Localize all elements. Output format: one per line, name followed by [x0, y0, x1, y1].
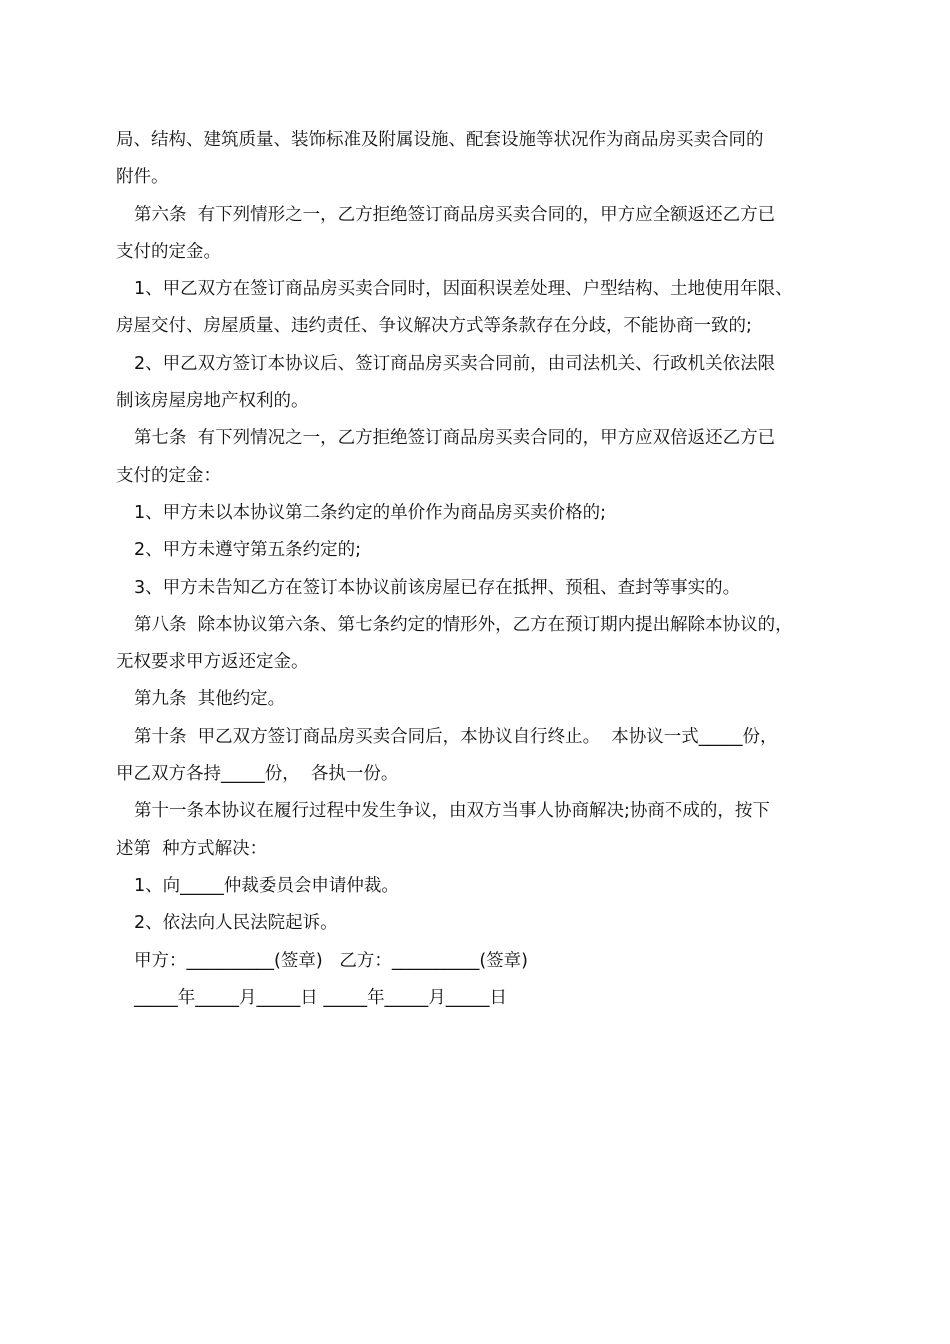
article-7-heading: 第七条 有下列情况之一，乙方拒绝签订商品房买卖合同的，甲方应双倍返还乙方已: [134, 428, 776, 449]
text-line: 房屋交付、房屋质量、违约责任、争议解决方式等条款存在分歧，不能协商一致的;: [116, 316, 752, 337]
article-7-item-1: 1、甲方未以本协议第二条约定的单价作为商品房买卖价格的;: [134, 502, 607, 523]
article-11-heading: 第十一条本协议在履行过程中发生争议，由双方当事人协商解决;协商不成的，按下: [134, 801, 770, 822]
text-line: 支付的定金：: [116, 465, 221, 486]
text-line: 支付的定金。: [116, 241, 221, 262]
date-line: _____年_____月_____日 _____年_____月_____日: [134, 987, 508, 1008]
article-10-heading: 第十条 甲乙双方签订商品房买卖合同后，本协议自行终止。 本协议一式_____份，: [134, 726, 778, 747]
article-8-heading: 第八条 除本协议第六条、第七条约定的情形外，乙方在预订期内提出解除本协议的，: [134, 614, 793, 635]
document-body: [116, 122, 838, 1017]
article-11-item-1: 1、向_____仲裁委员会申请仲裁。: [134, 875, 399, 896]
article-7-item-2: 2、甲方未遵守第五条约定的;: [134, 540, 362, 561]
signature-line: 甲方：__________(签章) 乙方：__________(签章): [134, 950, 528, 971]
text-line: 附件。: [116, 167, 169, 188]
article-11-item-2: 2、依法向人民法院起诉。: [134, 913, 338, 934]
article-6-item-2: 2、甲乙双方签订本协议后、签订商品房买卖合同前，由司法机关、行政机关依法限: [134, 353, 776, 374]
text-line: 甲乙双方各持_____份， 各执一份。: [116, 764, 399, 785]
text-line: 制该房屋房地产权利的。: [116, 391, 309, 412]
text-line: 述第 种方式解决：: [116, 838, 268, 859]
text-line: 局、结构、建筑质量、装饰标准及附属设施、配套设施等状况作为商品房买卖合同的: [116, 130, 764, 150]
article-6-heading: 第六条 有下列情形之一，乙方拒绝签订商品房买卖合同的，甲方应全额返还乙方已: [134, 204, 776, 225]
article-6-item-1: 1、甲乙双方在签订商品房买卖合同时，因面积误差处理、户型结构、土地使用年限、: [134, 279, 793, 300]
text-line: 无权要求甲方返还定金。: [116, 652, 309, 673]
article-9-heading: 第九条 其他约定。: [134, 689, 286, 710]
article-7-item-3: 3、甲方未告知乙方在签订本协议前该房屋已存在抵押、预租、查封等事实的。: [134, 577, 741, 598]
